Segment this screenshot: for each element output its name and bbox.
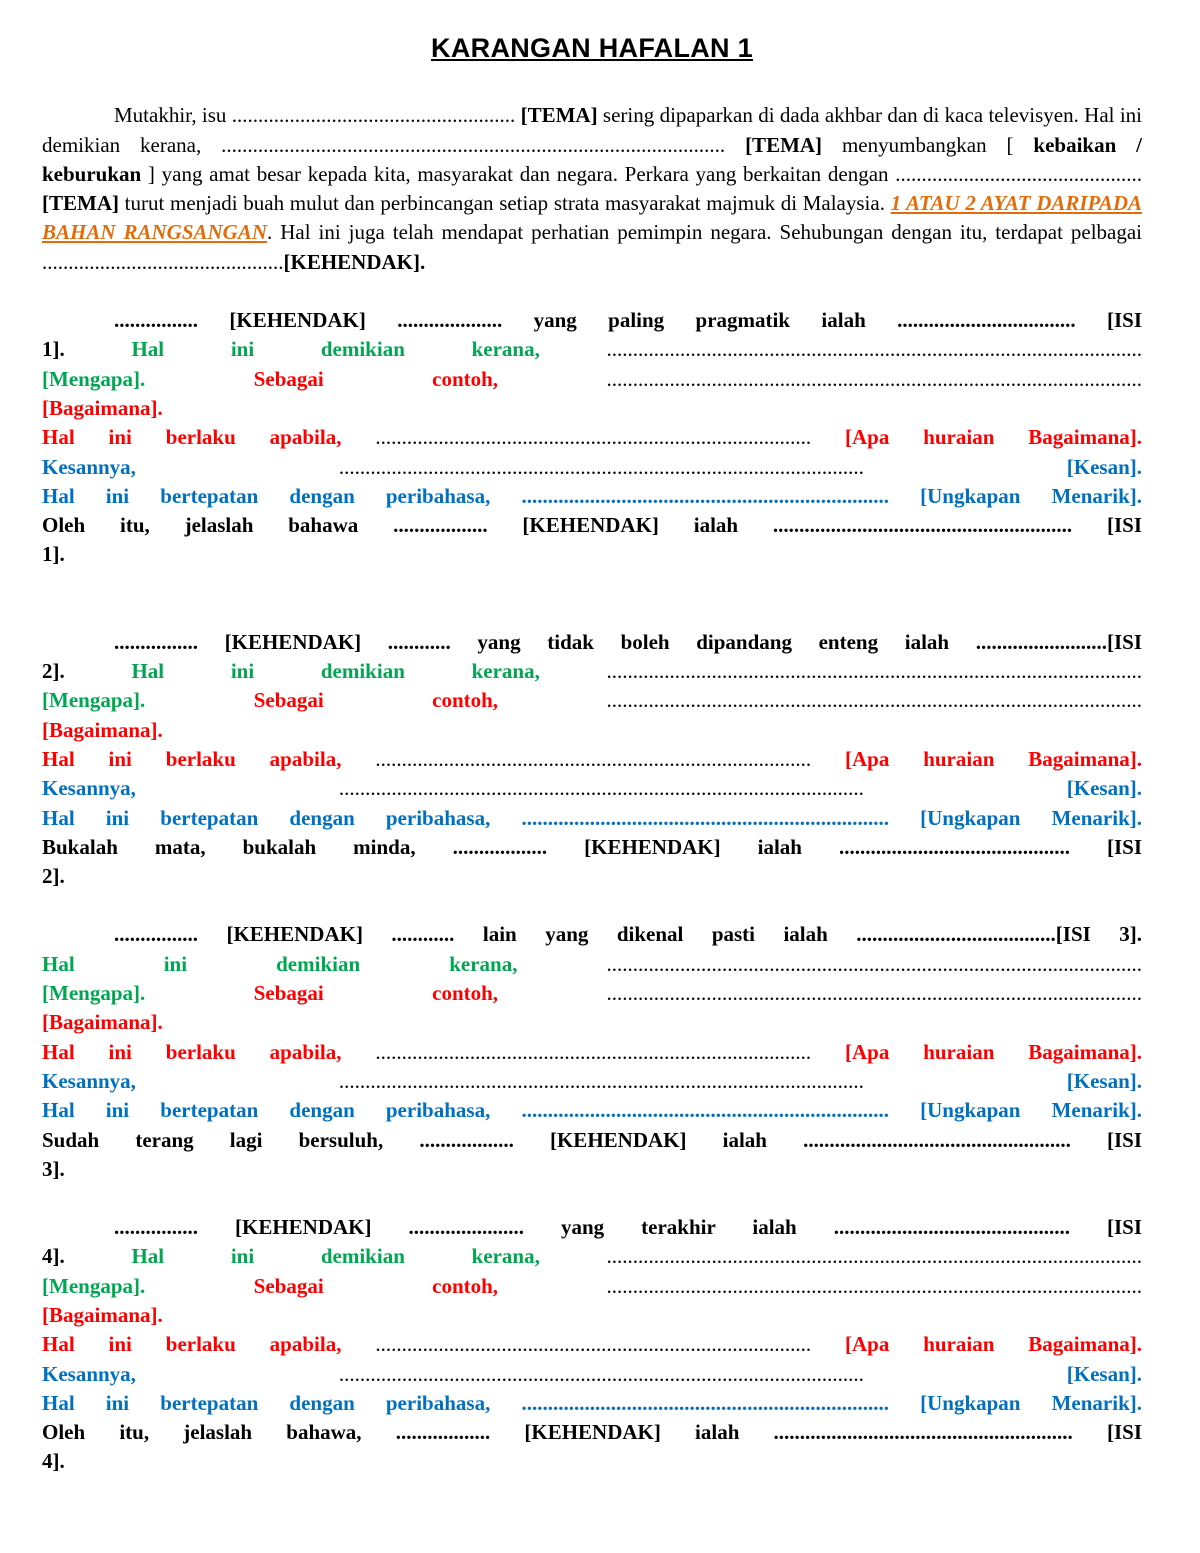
- tema-tag: [TEMA]: [745, 132, 823, 157]
- conclusion-end: 1].: [42, 542, 65, 567]
- conclusion-line: Bukalah mata, bukalah minda, .................. [KEHENDAK] ialah ............................................ [ISI: [42, 834, 1142, 859]
- mengapa-line: 1]. Hal ini demikian kerana, ......................................................................................................: [42, 337, 1143, 362]
- isi-section-3: [42, 920, 1142, 1184]
- contoh-line: [Mengapa]. Sebagai contoh, ......................................................................................................: [42, 1273, 1142, 1298]
- conclusion-end: 4].: [42, 1449, 65, 1474]
- peribahasa-line: Hal ini bertepatan dengan peribahasa, ...................................................................... [Ungkapan Menarik].: [42, 1390, 1143, 1415]
- isi-section-2: [42, 628, 1142, 892]
- berlaku-line: Hal ini berlaku apabila, ................................................................................... [Apa huraian Bagaimana].: [42, 746, 1143, 771]
- berlaku-line: Hal ini berlaku apabila, ................................................................................... [Apa huraian Bagaimana].: [42, 1039, 1143, 1064]
- contoh-line: [Mengapa]. Sebagai contoh, ......................................................................................................: [42, 366, 1142, 391]
- section-lead: ................ [KEHENDAK] ............ yang tidak boleh dipandang enteng ialah .........................[ISI: [114, 629, 1142, 654]
- peribahasa-line: Hal ini bertepatan dengan peribahasa, ...................................................................... [Ungkapan Menarik].: [42, 483, 1143, 508]
- bagaimana-line: [Bagaimana].: [42, 717, 163, 742]
- bahan-rangsangan: 1 ATAU 2 AYAT DARIPADA BAHAN RANGSANGAN: [42, 191, 1142, 245]
- document-title: KARANGAN HAFALAN 1: [431, 33, 753, 63]
- contoh-line: [Mengapa]. Sebagai contoh, ......................................................................................................: [42, 981, 1142, 1006]
- kesan-line: Kesannya, .................................................................................................... [Kesan].: [42, 1068, 1142, 1093]
- berlaku-line: Hal ini berlaku apabila, ................................................................................... [Apa huraian Bagaimana].: [42, 1332, 1143, 1357]
- intro-text: Mutakhir, isu ......................................................: [114, 103, 516, 128]
- mengapa-line: 4]. Hal ini demikian kerana, ......................................................................................................: [42, 1244, 1143, 1269]
- peribahasa-line: Hal ini bertepatan dengan peribahasa, ...................................................................... [Ungkapan Menarik].: [42, 1098, 1143, 1123]
- bagaimana-line: [Bagaimana].: [42, 1010, 163, 1035]
- intro-paragraph: [42, 101, 1142, 277]
- tema-tag: [TEMA]: [42, 191, 119, 216]
- section-lead: ................ [KEHENDAK] ...................... yang terakhir ialah ............................................. [ISI: [114, 1215, 1142, 1240]
- intro-text: ] yang amat besar kepada kita, masyarakat dan negara. Perkara yang berkaitan dengan ...............................................: [141, 161, 1142, 186]
- conclusion-line: Oleh itu, jelaslah bahawa .................. [KEHENDAK] ialah ......................................................... [ISI: [42, 513, 1142, 538]
- contoh-line: [Mengapa]. Sebagai contoh, ......................................................................................................: [42, 688, 1142, 713]
- isi-section-1: [42, 306, 1142, 570]
- conclusion-end: 3].: [42, 1156, 65, 1181]
- mengapa-line: 2]. Hal ini demikian kerana, ......................................................................................................: [42, 659, 1143, 684]
- kesan-line: Kesannya, .................................................................................................... [Kesan].: [42, 1361, 1142, 1386]
- kesan-line: Kesannya, .................................................................................................... [Kesan].: [42, 776, 1142, 801]
- conclusion-end: 2].: [42, 864, 65, 889]
- berlaku-line: Hal ini berlaku apabila, ................................................................................... [Apa huraian Bagaimana].: [42, 425, 1143, 450]
- kesan-line: Kesannya, .................................................................................................... [Kesan].: [42, 454, 1142, 479]
- intro-text: . Hal ini juga telah mendapat perhatian pemimpin negara. Sehubungan dengan itu, terdapat pelbagai ..............................................: [42, 220, 1143, 274]
- peribahasa-line: Hal ini bertepatan dengan peribahasa, ...................................................................... [Ungkapan Menarik].: [42, 805, 1143, 830]
- mengapa-line: Hal ini demikian kerana, ......................................................................................................: [42, 951, 1143, 976]
- conclusion-line: Sudah terang lagi bersuluh, .................. [KEHENDAK] ialah ................................................... [ISI: [42, 1127, 1142, 1152]
- intro-text: menyumbangkan [: [822, 132, 1034, 157]
- bagaimana-line: [Bagaimana].: [42, 1302, 163, 1327]
- section-lead: ................ [KEHENDAK] .................... yang paling pragmatik ialah .................................. [ISI: [114, 308, 1142, 333]
- intro-text: turut menjadi buah mulut dan perbincangan setiap strata masyarakat majmuk di Malaysia.: [119, 191, 891, 216]
- intro-text: sering dipaparkan di dada akhbar dan di kaca televisyen. Hal ini demikian kerana, ................................................................................................: [42, 103, 1143, 157]
- kehendak-tag: [KEHENDAK].: [283, 249, 426, 274]
- section-lead: ................ [KEHENDAK] ............ lain yang dikenal pasti ialah ......................................[ISI 3].: [114, 922, 1142, 947]
- bagaimana-line: [Bagaimana].: [42, 395, 163, 420]
- tema-tag: [TEMA]: [520, 103, 598, 128]
- kebaikan-keburukan: kebaikan / keburukan: [42, 132, 1142, 186]
- isi-section-4: [42, 1213, 1142, 1477]
- conclusion-line: Oleh itu, jelaslah bahawa, .................. [KEHENDAK] ialah ......................................................... [ISI: [42, 1420, 1142, 1445]
